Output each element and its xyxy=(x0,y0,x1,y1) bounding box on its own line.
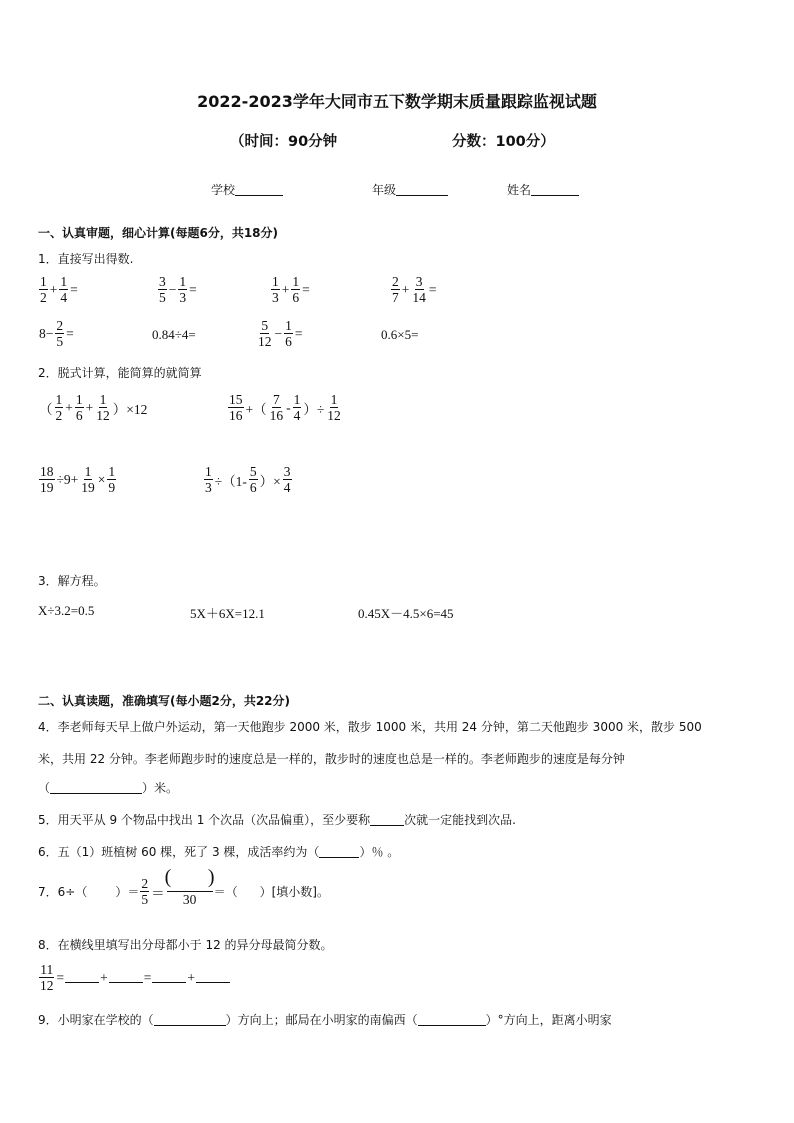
fraction: $\frac{1}{19}$ xyxy=(81,464,95,495)
q5: 5．用天平从 9 个物品中找出 1 个次品（次品偏重），至少要称 次就一定能找到次品. xyxy=(38,813,516,827)
q1-item-3: $\frac{1}{3}$ + $\frac{1}{6}$ = xyxy=(272,274,310,305)
q2-expr-3: $\frac{18}{19}$ ÷9+ $\frac{1}{19}$ × $\frac{1}{9}$ xyxy=(40,464,116,495)
fraction: $\frac{1}{3}$ xyxy=(205,464,212,495)
q8-blank-4[interactable] xyxy=(196,970,230,983)
q3-equation-1: X÷3.2=0.5 xyxy=(38,603,95,618)
q7-numerator-blank[interactable]: ( ) xyxy=(167,876,213,892)
q3-equation-3: 0.45X－4.5×6=45 xyxy=(358,606,454,621)
fraction-with-blank: ( ) 30 xyxy=(164,866,215,907)
q5-answer-blank[interactable] xyxy=(370,813,404,826)
q1-item-2: $\frac{3}{5}$ − $\frac{1}{3}$ = xyxy=(159,274,197,305)
q3-equation-2: 5X＋6X=12.1 xyxy=(190,606,265,621)
q9-answer-blank-2[interactable] xyxy=(418,1013,486,1026)
fraction: $\frac{2}{5}$ xyxy=(141,876,149,907)
q9-answer-blank-1[interactable] xyxy=(154,1013,226,1026)
fraction: $\frac{1}{2}$ xyxy=(40,274,47,305)
q8-blank-1[interactable] xyxy=(65,970,99,983)
grade-label: 年级 xyxy=(372,183,397,197)
q4-line-3: （ ）米。 xyxy=(38,781,179,795)
q2-expr-2: $\frac{15}{16}$ +（ $\frac{7}{16}$ - $\frac{1}{4}$ ）÷ $\frac{1}{12}$ xyxy=(229,392,341,423)
q2-expr-1: （ $\frac{1}{2}$ + $\frac{1}{6}$ + $\frac{1}{12}$ ）×12 xyxy=(39,392,148,423)
grade-blank[interactable] xyxy=(396,183,448,196)
name-label: 姓名 xyxy=(507,183,532,197)
fraction: $\frac{1}{12}$ xyxy=(327,392,341,423)
fraction: $\frac{18}{19}$ xyxy=(40,464,54,495)
q2-expr-4: $\frac{1}{3}$ ÷（1- $\frac{5}{6}$ ）× $\frac{3}{4}$ xyxy=(205,464,291,495)
fraction: $\frac{11}{12}$ xyxy=(40,962,54,993)
school-blank[interactable] xyxy=(235,183,283,196)
fraction: $\frac{3}{5}$ xyxy=(159,274,166,305)
q1-item-7: $\frac{5}{12}$ − $\frac{1}{6}$ = xyxy=(258,318,303,349)
q1-label: 1．直接写出得数. xyxy=(38,252,134,266)
q8-blank-2[interactable] xyxy=(109,970,143,983)
q4-line-1: 4．李老师每天早上做户外运动，第一天他跑步 2000 米，散步 1000 米，共用 24 分钟，第二天他跑步 3000 米，散步 500 xyxy=(38,720,702,734)
grade-field[interactable] xyxy=(372,181,448,198)
fraction: $\frac{3}{14}$ xyxy=(412,274,426,305)
school-label: 学校 xyxy=(211,183,236,197)
q6: 6．五（1）班植树 60 棵，死了 3 棵，成活率约为（ ）％ 。 xyxy=(38,845,400,859)
fraction: $\frac{3}{4}$ xyxy=(283,464,291,495)
fraction: $\frac{1}{2}$ xyxy=(55,392,63,423)
section1-heading: 一、认真审题，细心计算(每题6分，共18分) xyxy=(38,226,279,240)
page-title: 2022-2023学年大同市五下数学期末质量跟踪监视试题 xyxy=(197,92,597,111)
fraction: $\frac{2}{5}$ xyxy=(56,318,64,349)
q7: 7．6÷（ ）＝ $\frac{2}{5}$ ＝ ( ) 30 ＝（ ）[填小数]。 xyxy=(38,866,329,907)
q4-answer-blank[interactable] xyxy=(50,781,142,794)
q8-blank-3[interactable] xyxy=(152,970,186,983)
q3-label: 3．解方程。 xyxy=(38,574,106,588)
name-field[interactable] xyxy=(507,181,579,198)
score-info: 分数：100分） xyxy=(452,134,555,150)
fraction: $\frac{7}{16}$ xyxy=(269,392,284,423)
name-blank[interactable] xyxy=(531,183,579,196)
fraction: $\frac{1}{6}$ xyxy=(75,392,83,423)
school-field[interactable] xyxy=(211,181,283,198)
time-info: （时间：90分钟 xyxy=(230,134,338,150)
section2-heading: 二、认真读题，准确填写(每小题2分，共22分) xyxy=(38,694,291,708)
q8-expression: $\frac{11}{12}$ = + = + xyxy=(38,962,230,993)
fraction: $\frac{15}{16}$ xyxy=(229,392,243,423)
q1-item-6: 0.84÷4= xyxy=(152,327,196,342)
q1-item-4: $\frac{2}{7}$ + $\frac{3}{14}$ = xyxy=(392,274,437,305)
fraction: $\frac{1}{12}$ xyxy=(96,392,110,423)
fraction: $\frac{5}{6}$ xyxy=(249,464,257,495)
fraction: $\frac{1}{3}$ xyxy=(179,274,187,305)
fraction: $\frac{1}{9}$ xyxy=(108,464,116,495)
q1-item-8: 0.6×5= xyxy=(381,327,419,342)
fraction: $\frac{1}{4}$ xyxy=(293,392,301,423)
q1-item-5: 8− $\frac{2}{5}$ = xyxy=(39,318,74,349)
fraction: $\frac{2}{7}$ xyxy=(392,274,399,305)
q6-answer-blank[interactable] xyxy=(319,845,359,858)
fraction: $\frac{5}{12}$ xyxy=(258,318,272,349)
q2-label: 2．脱式计算，能简算的就简算 xyxy=(38,366,202,380)
fraction: $\frac{1}{4}$ xyxy=(60,274,68,305)
fraction: $\frac{1}{6}$ xyxy=(292,274,300,305)
q8-label: 8．在横线里填写出分母都小于 12 的异分母最简分数。 xyxy=(38,938,333,952)
q4-line-2: 米，共用 22 分钟。李老师跑步时的速度总是一样的，散步时的速度也总是一样的。李老师跑步的速度是每分钟 xyxy=(38,752,625,766)
fraction: $\frac{1}{3}$ xyxy=(272,274,279,305)
q1-item-1: $\frac{1}{2}$ + $\frac{1}{4}$ = xyxy=(40,274,78,305)
q9: 9．小明家在学校的（ ）方向上；邮局在小明家的南偏西（ ）°方向上，距离小明家 xyxy=(38,1013,612,1027)
fraction: $\frac{1}{6}$ xyxy=(285,318,292,349)
